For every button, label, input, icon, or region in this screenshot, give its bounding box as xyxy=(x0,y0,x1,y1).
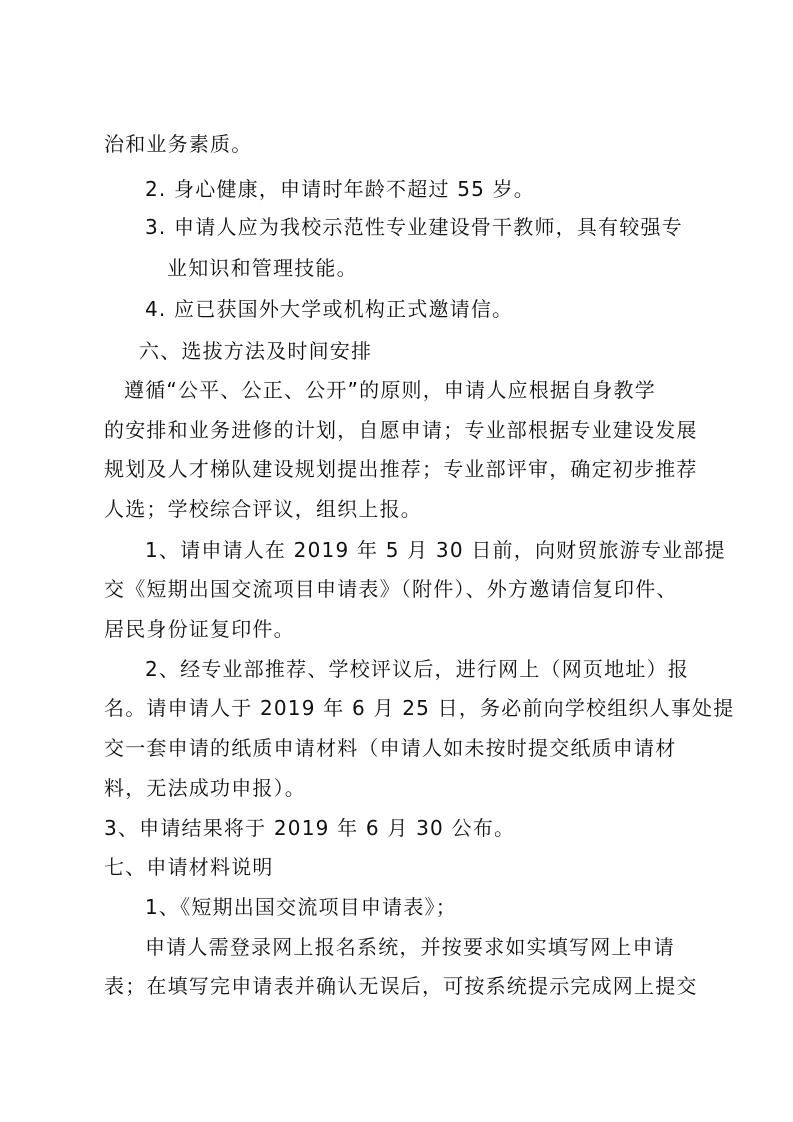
section-heading-7: 七、申请材料说明 xyxy=(104,855,274,879)
paragraph-line: 表；在填写完申请表并确认无误后，可按系统提示完成网上提交 xyxy=(104,974,698,998)
numbered-item-3: 3、申请结果将于 2019 年 6 月 30 公布。 xyxy=(104,816,516,840)
paragraph-line: 名。请申请人于 2019 年 6 月 25 日，务必前向学校组织人事处提 xyxy=(104,696,735,720)
section-heading-6: 六、选拔方法及时间安排 xyxy=(139,339,373,363)
paragraph-line: 居民身份证复印件。 xyxy=(104,617,295,641)
paragraph-line: 申请人需登录网上报名系统，并按要求如实填写网上申请 xyxy=(145,935,675,959)
numbered-item-1: 1、《短期出国交流项目申请表》； xyxy=(145,895,457,919)
paragraph-line: 料，无法成功申报）。 xyxy=(104,776,306,800)
numbered-item-2: 2、经专业部推荐、学校评议后，进行网上（网页地址）报 xyxy=(145,657,689,681)
numbered-item-1: 1、请申请人在 2019 年 5 月 30 日前，向财贸旅游专业部提 xyxy=(145,538,726,562)
paragraph-line: 业知识和管理技能。 xyxy=(167,256,358,280)
list-item-3: 3. 申请人应为我校示范性专业建设骨干教师，具有较强专 xyxy=(145,215,683,239)
paragraph-line: 交一套申请的纸质申请材料（申请人如未按时提交纸质申请材 xyxy=(104,736,677,760)
paragraph-line: 治和业务素质。 xyxy=(104,132,253,156)
paragraph-line: 的安排和业务进修的计划，自愿申请；专业部根据专业建设发展 xyxy=(104,418,698,442)
list-item-2: 2. 身心健康，申请时年龄不超过 55 岁。 xyxy=(145,177,536,201)
paragraph-line: 遵循“公平、公正、公开”的原则，申请人应根据自身教学 xyxy=(124,378,656,402)
paragraph-line: 交《短期出国交流项目申请表》（附件）、外方邀请信复印件、 xyxy=(104,577,678,601)
paragraph-line: 规划及人才梯队建设规划提出推荐；专业部评审，确定初步推荐 xyxy=(104,457,698,481)
paragraph-line: 人选；学校综合评议，组织上报。 xyxy=(104,497,422,521)
list-item-4: 4. 应已获国外大学或机构正式邀请信。 xyxy=(145,297,514,321)
